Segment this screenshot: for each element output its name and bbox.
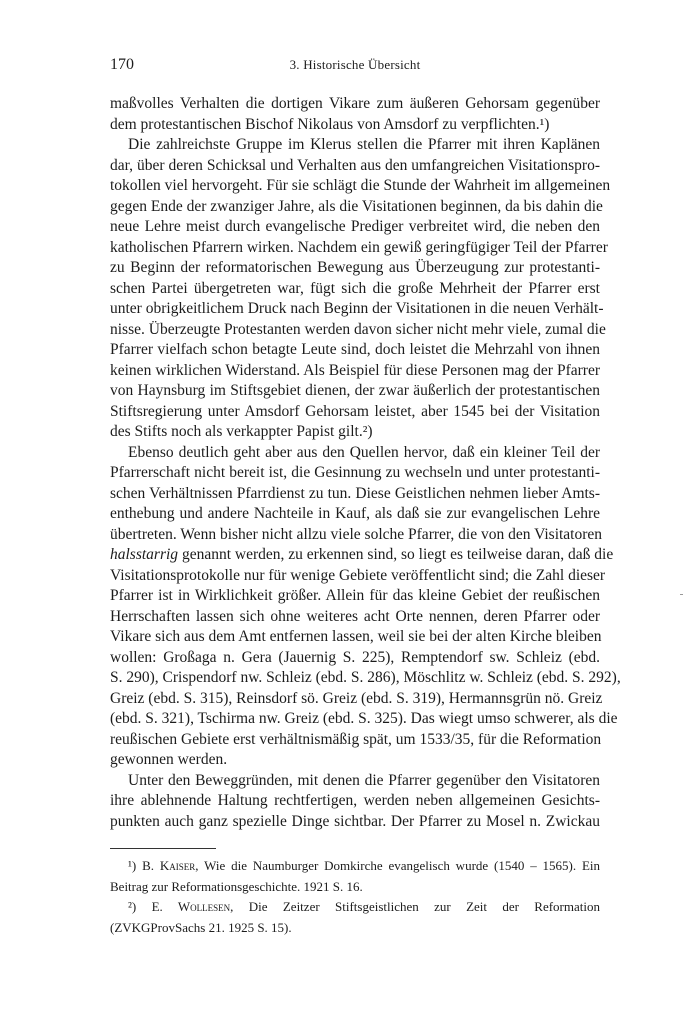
text-line: (ebd. S. 321), Tschirma nw. Greiz (ebd. S. 325). Das wiegt umso schwerer, als die [110, 710, 618, 727]
text-line: gegen Ende der zwanziger Jahre, als die Visitationen beginnen, da bis dahin die [110, 197, 603, 215]
footnote-marker: ¹) [128, 858, 137, 873]
body-text [110, 94, 621, 832]
text-line: Pfarrerschaft nicht bereit ist, die Gesinnung zu wechseln und unter protestanti- [110, 464, 600, 481]
text-line: Unter den Beweggründen, mit denen die Pfarrer gegenüber den Visitatoren [128, 771, 600, 789]
text-line: zu Beginn der reformatorischen Bewegung aus Überzeugung zur protestanti- [110, 259, 600, 276]
text-line: Greiz (ebd. S. 315), Reinsdorf sö. Greiz (ebd. S. 319), Hermannsgrün nö. Greiz [110, 689, 603, 707]
italic-term: halsstarrig [110, 546, 179, 563]
text-line: dem protestantischen Bischof Nikolaus von Amsdorf zu verpflichten.¹) [110, 115, 550, 133]
margin-mark [680, 594, 683, 595]
text-line: Visitationsprotokolle nur für wenige Gebiete veröffentlicht sind; die Zahl dieser [110, 566, 606, 584]
text-line: tokollen viel hervorgeht. Für sie schlägt die Stunde der Wahrheit im allgemeinen [110, 177, 611, 194]
footnotes [110, 857, 600, 939]
text-line: dar, über deren Schicksal und Verhalten aus den umfangreichen Visitationspro- [110, 156, 600, 174]
text-line: Die zahlreichste Gruppe im Klerus stellen die Pfarrer mit ihren Kaplänen [128, 136, 600, 153]
text-line: Stiftsregierung unter Amsdorf Gehorsam leistet, aber 1545 bei der Visitation [110, 402, 600, 420]
footnote-1 [110, 857, 600, 878]
text-line: Vikare sich aus dem Amt entfernen lassen, weil sie bei der alten Kirche bleiben [110, 628, 602, 645]
footnote-2-continued: (ZVKGProvSachs 21. 1925 S. 15). [110, 919, 292, 935]
text-line: unter obrigkeitlichem Druck nach Beginn der Visitationen in die neuen Verhält- [110, 300, 604, 317]
text-line: von Haynsburg im Stiftsgebiet dienen, der zwar äußerlich der protestantischen [110, 382, 600, 399]
page-header [110, 56, 600, 78]
footnote-marker: ²) [128, 899, 137, 914]
text-line: enthebung und andere Nachteile in Kauf, als daß sie zur evangelischen Lehre [110, 505, 600, 522]
text-line: des Stifts noch als verkappter Papist gilt.²) [110, 423, 373, 440]
text-line: S. 290), Crispendorf nw. Schleiz (ebd. S. 286), Möschlitz w. Schleiz (ebd. S. 292), [110, 669, 621, 686]
footnote-1-continued: Beitrag zur Reformationsgeschichte. 1921 S. 16. [110, 878, 363, 894]
text-line: nisse. Überzeugte Protestanten werden davon sicher nicht mehr viele, zumal die [110, 320, 606, 338]
text-line: neue Lehre meist durch evangelische Prediger verbreitet wird, die neben den [110, 218, 600, 235]
footnote-text: , Wie die Naumburger Domkirche evangelisch wurde (1540 – 1565). Ein [195, 858, 601, 873]
text-line: keinen wirklichen Widerstand. Als Beispiel für diese Personen mag der Pfarrer [110, 361, 600, 379]
running-head: 3. Historische Übersicht [289, 57, 421, 72]
text-line-with-italic [110, 545, 614, 566]
text-line: gewonnen werden. [110, 751, 228, 768]
text-line: punkten auch ganz spezielle Dinge sichtbar. Der Pfarrer zu Mosel n. Zwickau [110, 812, 600, 830]
footnote-rule [110, 848, 216, 849]
text-line: wollen: Großaga n. Gera (Jauernig S. 225), Remptendorf sw. Schleiz (ebd. [110, 648, 600, 666]
text-line: schen Partei übergetreten war, fügt sich die große Mehrheit der Pfarrer erst [110, 279, 600, 297]
text-line: reußischen Gebiete erst verhältnismäßig spät, um 1533/35, für die Reformation [110, 730, 602, 748]
text-line: maßvolles Verhalten die dortigen Vikare zum äußeren Gehorsam gegenüber [110, 95, 600, 112]
page-number: 170 [110, 56, 134, 73]
text-line: Ebenso deutlich geht aber aus den Quellen hervor, daß ein kleiner Teil der [128, 443, 600, 461]
text-line: Pfarrer ist in Wirklichkeit größer. Allein für das kleine Gebiet der reußischen [110, 587, 600, 604]
footnote-author: E. Wollesen [151, 899, 231, 914]
text-line-rest: genannt werden, zu erkennen sind, so liegt es teilweise daran, daß die [181, 546, 614, 563]
footnote-author: B. Kaiser [142, 858, 196, 873]
footnote-2 [110, 898, 600, 919]
text-line: Pfarrer vielfach schon betagte Leute sind, doch leistet die Mehrzahl von ihnen [110, 341, 600, 358]
text-line: katholischen Pfarrern wirken. Nachdem ein gewiß geringfügiger Teil der Pfarrer [110, 238, 608, 256]
text-line: ihre ablehnende Haltung rechtfertigen, werden neben allgemeinen Gesichts- [110, 792, 600, 809]
footnote-text: , Die Zeitzer Stiftsgeistlichen zur Zeit der Reformation [230, 899, 600, 914]
text-line: Herrschaften lassen sich ohne weiteres acht Orte nennen, deren Pfarrer oder [110, 607, 600, 625]
text-line: übertreten. Wenn bisher nicht allzu viele solche Pfarrer, die von den Visitatoren [110, 525, 603, 543]
text-line: schen Verhältnissen Pfarrdienst zu tun. Diese Geistlichen nehmen lieber Amts- [110, 484, 600, 502]
